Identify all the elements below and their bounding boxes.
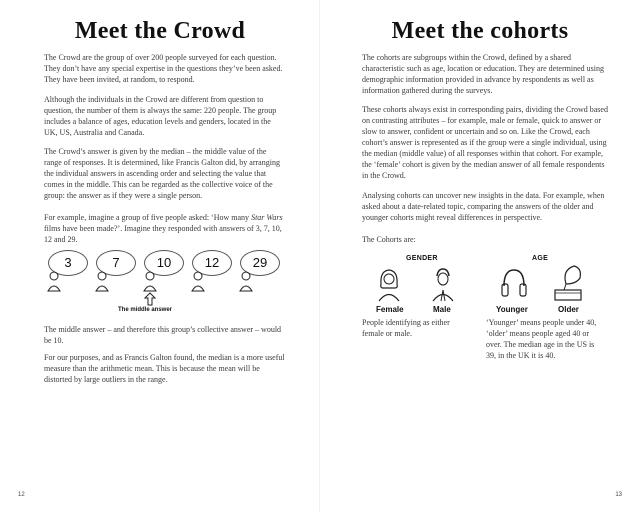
- age-header: AGE: [532, 255, 549, 262]
- answer-bubble: 12: [192, 250, 232, 276]
- person-icon: [142, 270, 158, 292]
- male-label: Male: [433, 305, 451, 314]
- headphones-icon: [500, 266, 528, 302]
- gender-header: GENDER: [406, 255, 438, 262]
- crowd-paragraph-3: The Crowd’s answer is given by the median – the middle value of the range of responses. It is determined, like Francis Galton did, by arranging the individual answers in ascending order and selecting the value that comes in the middle. This can be regarded as the collective voice of the group: the answer as if they were a single person.: [44, 147, 280, 200]
- gramophone-icon: [552, 264, 584, 302]
- cohorts-paragraph-4: The Cohorts are:: [362, 235, 416, 244]
- cohorts-paragraph-1: The cohorts are subgroups within the Crowd, defined by a shared characteristic such as age, location or education. They are determined using demographic information provided in advance by respondents as well as information gathered during the surveys.: [362, 53, 604, 95]
- crowd-paragraph-1: The Crowd are the group of over 200 people surveyed for each question. They don’t have any special expertise in the questions they’ve been asked. They have been invited, at random, to respond.: [44, 53, 283, 84]
- answer-bubble: 29: [240, 250, 280, 276]
- person-icon: [94, 270, 110, 292]
- female-label: Female: [376, 305, 404, 314]
- left-page-title: Meet the Crowd: [74, 18, 246, 44]
- example-text-title: Star Wars: [251, 213, 283, 222]
- right-page-title: Meet the cohorts: [391, 18, 569, 44]
- person-icon: [238, 270, 254, 292]
- age-description: ‘Younger’ means people under 40, ‘older’ means people aged 40 or over. The median age in the US is 39, in the UK it is 40.: [486, 318, 597, 360]
- older-label: Older: [558, 305, 579, 314]
- cohorts-paragraph-2: These cohorts always exist in corresponding pairs, dividing the Crowd based on contrasting attributes – for example, male or female, quick to answer or slow to answer, confident or uncertain and so on. Like the Crowd, each cohort’s answer is represented as if the group were a single individual, using the median (middle value) of all responses within that cohort. For example, the ‘female’ cohort is given by the median answer of all female respondents in the Crowd.: [362, 105, 608, 180]
- male-icon: [430, 266, 456, 302]
- page-number: 12: [18, 492, 25, 498]
- example-text-post: films have been made?’. Imagine they responded with answers of 3, 7, 10, 12 and 29.: [44, 224, 282, 244]
- answer-bubble: 10: [144, 250, 184, 276]
- right-page: [320, 0, 640, 512]
- person-icon: [46, 270, 62, 292]
- page-number: 13: [615, 492, 622, 498]
- female-icon: [376, 266, 402, 302]
- cohorts-paragraph-3: Analysing cohorts can uncover new insights in the data. For example, when asked about a date-related topic, comparing the answers of the older and younger cohorts might reveal differences in perspective.: [362, 191, 605, 222]
- crowd-paragraph-2: Although the individuals in the Crowd are different from question to question, the number of them is always the same: 220 people. The group includes a balance of ages, education levels and genders, located in the UK, US, Australia and Canada.: [44, 95, 277, 137]
- crowd-example-paragraph: [44, 212, 286, 245]
- crowd-paragraph-5: For our purposes, and as Francis Galton found, the median is a more useful measure than the arithmetic mean. This is because the mean will be distorted by large outliers in the range.: [44, 353, 285, 384]
- answer-bubble: 7: [96, 250, 136, 276]
- middle-answer-caption: The middle answer: [118, 307, 173, 313]
- example-text-pre: For example, imagine a group of five people asked: ‘How many: [44, 213, 252, 222]
- up-arrow-icon: [144, 292, 156, 306]
- answer-bubble: 3: [48, 250, 88, 276]
- gender-description: People identifying as either female or male.: [362, 318, 450, 338]
- crowd-paragraph-4: The middle answer – and therefore this group’s collective answer – would be 10.: [44, 325, 282, 345]
- person-icon: [190, 270, 206, 292]
- younger-label: Younger: [496, 305, 528, 314]
